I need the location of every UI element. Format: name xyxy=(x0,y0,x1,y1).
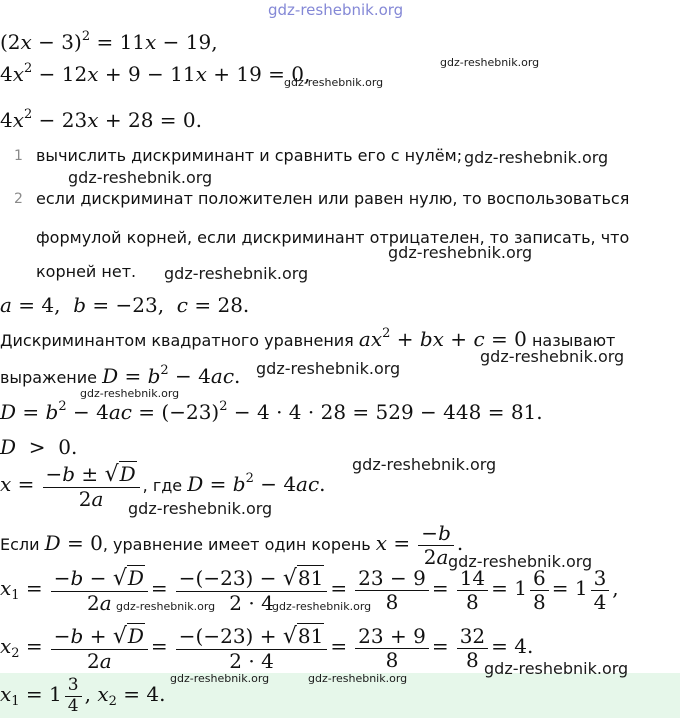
equation-quadratic: $4x^2 - 23x + 28 = 0$. xyxy=(0,107,202,132)
watermark: gdz-reshebnik.org xyxy=(464,148,609,167)
definition-text: Дискриминантом квадратного уравнения xyxy=(0,331,354,350)
where-text: , где xyxy=(142,476,183,496)
step-2-line-1: если дискриминат положителен или равен нулю, то воспользоваться xyxy=(36,189,630,208)
definition-text: выражение xyxy=(0,368,97,387)
roots-formula: x = $\frac{-b \pm √D}{2a}$ , где $D = b^2 - 4ac$. xyxy=(0,462,326,512)
equation-original: $(2x - 3)^2 = 11x - 19$, xyxy=(0,29,218,54)
if-zero-text: Если xyxy=(0,535,40,554)
discriminant-calc: $D = b^2 - 4ac = (-23)^2 - 4 \cdot 4 \cdot 28 = 529 - 448 = 81$. xyxy=(0,399,543,424)
answer: $x_1 = 1$ $\frac{3}{4}$ , $x_2 = 4$. xyxy=(0,675,166,716)
watermark: gdz-reshebnik.org xyxy=(388,243,533,262)
single-root-rule: Если D = 0, уравнение имеет один корень x = $\frac{-b}{2a}$ . xyxy=(0,521,464,569)
step-number: 2 xyxy=(14,191,23,207)
definition-line-2: выражение $D = b^2 - 4ac$. xyxy=(0,363,241,388)
watermark: gdz-reshebnik.org xyxy=(440,56,540,69)
watermark: gdz-reshebnik.org xyxy=(352,455,497,474)
definition-text: называют xyxy=(531,331,616,350)
definition-line-1: Дискриминантом квадратного уравнения $ax^2$ + bx + c = 0 называют xyxy=(0,326,616,351)
step-number: 1 xyxy=(14,148,23,164)
watermark: gdz-reshebnik.org xyxy=(272,600,372,613)
root-x1-calc: $x_1$ = $\frac{-b - √D}{2a}$ = $\frac{-(-23) - √81}{2 \cdot 4}$ = $\frac{23 - 9}{8}$ = $\frac{14}{8}$ = 1 $\frac{6}{8}$ = 1 $\frac{3}{4}$ , xyxy=(0,566,619,616)
step-2-line-3: корней нет. xyxy=(36,262,137,281)
discriminant-positive: D > 0. xyxy=(0,435,78,459)
step-2-line-2: формулой корней, если дискриминант отрицателен, то записать, что xyxy=(36,228,630,247)
equation-expanded: $4x^2 - 12x + 9 - 11x + 19 = 0$, xyxy=(0,61,311,86)
watermark: gdz-reshebnik.org xyxy=(448,552,593,571)
coefficients: a = 4, b = −23, c = 28. xyxy=(0,293,250,317)
watermark: gdz-reshebnik.org xyxy=(480,347,625,366)
watermark: gdz-reshebnik.org xyxy=(256,359,401,378)
watermark: gdz-reshebnik.org xyxy=(68,168,213,187)
watermark: gdz-reshebnik.org xyxy=(128,499,273,518)
watermark: gdz-reshebnik.org xyxy=(164,264,309,283)
watermark: gdz-reshebnik.org xyxy=(284,76,384,89)
watermark: gdz-reshebnik.org xyxy=(308,672,408,685)
step-1-text: вычислить дискриминант и сравнить его с нулём; xyxy=(36,146,463,165)
watermark-top: gdz-reshebnik.org xyxy=(268,1,404,19)
watermark: gdz-reshebnik.org xyxy=(170,672,270,685)
root-x2-calc: $x_2$ = $\frac{-b + √D}{2a}$ = $\frac{-(-23) + √81}{2 \cdot 4}$ = $\frac{23 + 9}{8}$ = $\frac{32}{8}$ = 4. xyxy=(0,624,534,674)
if-zero-text: , уравнение имеет один корень xyxy=(102,535,371,554)
watermark: gdz-reshebnik.org xyxy=(116,600,216,613)
watermark: gdz-reshebnik.org xyxy=(80,387,180,400)
watermark: gdz-reshebnik.org xyxy=(484,659,629,678)
